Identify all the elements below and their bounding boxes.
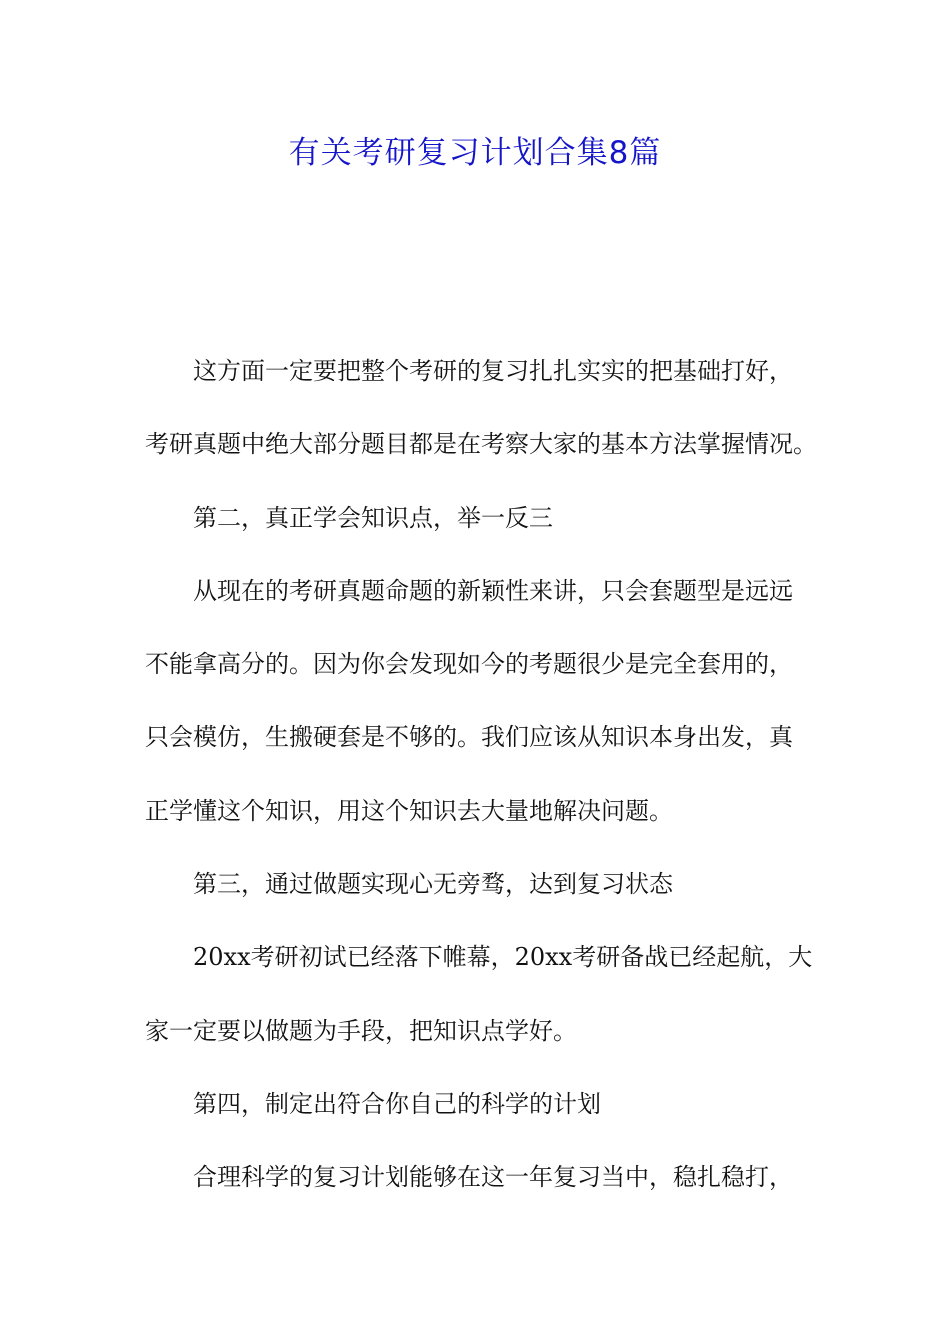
document-title: 有关考研复习计划合集8篇 — [288, 135, 662, 171]
text-line: 家一定要以做题为手段，把知识点学好。 — [145, 1016, 577, 1045]
text-line: 正学懂这个知识，用这个知识去大量地解决问题。 — [145, 796, 673, 825]
paragraph-1 — [145, 335, 817, 482]
paragraph-3 — [145, 921, 813, 1068]
section-heading-4 — [145, 1068, 810, 1141]
text-line: 20xx考研初试已经落下帷幕，20xx考研备战已经起航，大 — [193, 943, 813, 972]
section-heading-2 — [145, 482, 810, 555]
text-line: 不能拿高分的。因为你会发现如今的考题很少是完全套用的， — [145, 650, 793, 679]
text-line: 考研真题中绝大部分题目都是在考察大家的基本方法掌握情况。 — [145, 430, 817, 459]
document-body — [145, 335, 817, 1215]
paragraph-2 — [145, 555, 810, 848]
section-heading-3 — [145, 848, 810, 921]
text-line: 第二，真正学会知识点，举一反三 — [193, 503, 553, 532]
text-line: 从现在的考研真题命题的新颖性来讲，只会套题型是远远 — [193, 576, 793, 605]
text-line: 这方面一定要把整个考研的复习扎扎实实的把基础打好， — [193, 357, 793, 385]
text-line: 只会模仿，生搬硬套是不够的。我们应该从知识本身出发，真 — [145, 723, 793, 752]
text-line: 合理科学的复习计划能够在这一年复习当中，稳扎稳打， — [193, 1163, 793, 1192]
text-line: 第四，制定出符合你自己的科学的计划 — [193, 1089, 601, 1118]
paragraph-4 — [145, 1141, 810, 1214]
text-line: 第三，通过做题实现心无旁骛，达到复习状态 — [193, 870, 673, 899]
